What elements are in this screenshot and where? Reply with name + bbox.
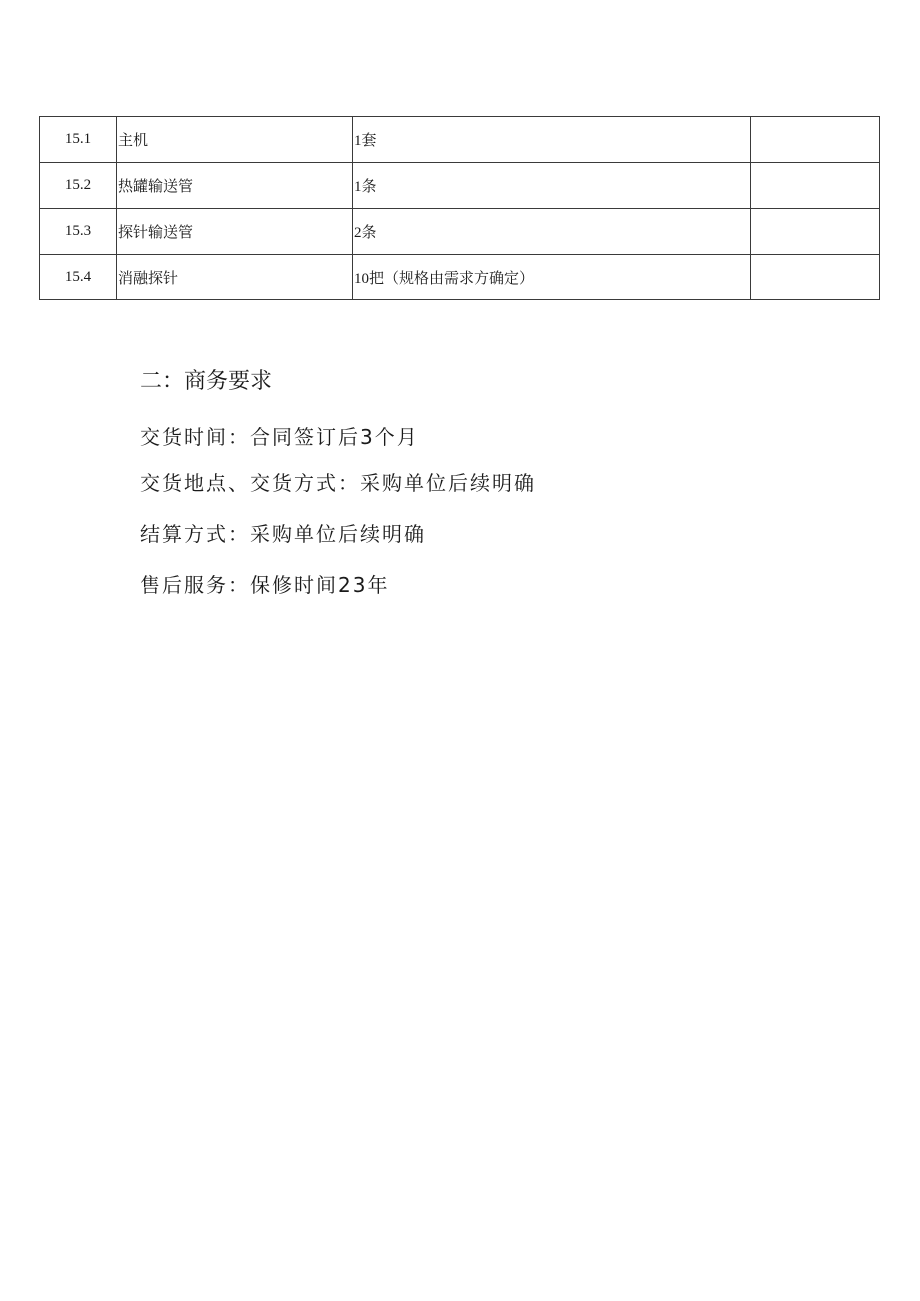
delivery-time-value: 合同签订后3个月 <box>250 425 419 449</box>
item-quantity: 1条 <box>353 163 751 209</box>
after-sales-value: 保修时间23年 <box>250 573 390 597</box>
after-sales-label: 售后服务： <box>140 573 250 597</box>
after-sales-line <box>140 570 389 600</box>
table-row <box>40 163 880 209</box>
delivery-place-value: 采购单位后续明确 <box>360 471 536 495</box>
table-row <box>40 209 880 255</box>
section-heading-business-requirements: 二：商务要求 <box>140 369 273 394</box>
settlement-value: 采购单位后续明确 <box>250 522 426 546</box>
delivery-place-label: 交货地点、交货方式： <box>140 471 360 495</box>
item-note <box>751 209 880 255</box>
settlement-line <box>140 519 426 549</box>
delivery-time-label: 交货时间： <box>140 425 250 449</box>
item-quantity: 1套 <box>353 117 751 163</box>
equipment-list-table <box>39 116 880 300</box>
item-name: 主机 <box>117 117 353 163</box>
item-number: 15.4 <box>40 255 117 300</box>
item-number: 15.3 <box>40 209 117 255</box>
item-name: 探针输送管 <box>117 209 353 255</box>
item-note <box>751 117 880 163</box>
item-quantity: 2条 <box>353 209 751 255</box>
item-name: 热罐输送管 <box>117 163 353 209</box>
table-row <box>40 255 880 300</box>
item-number: 15.1 <box>40 117 117 163</box>
item-quantity: 10把（规格由需求方确定） <box>353 255 751 300</box>
item-note <box>751 255 880 300</box>
delivery-place-line <box>140 468 536 498</box>
settlement-label: 结算方式： <box>140 522 250 546</box>
item-note <box>751 163 880 209</box>
item-number: 15.2 <box>40 163 117 209</box>
delivery-time-line <box>140 422 419 452</box>
item-name: 消融探针 <box>117 255 353 300</box>
table-row <box>40 117 880 163</box>
